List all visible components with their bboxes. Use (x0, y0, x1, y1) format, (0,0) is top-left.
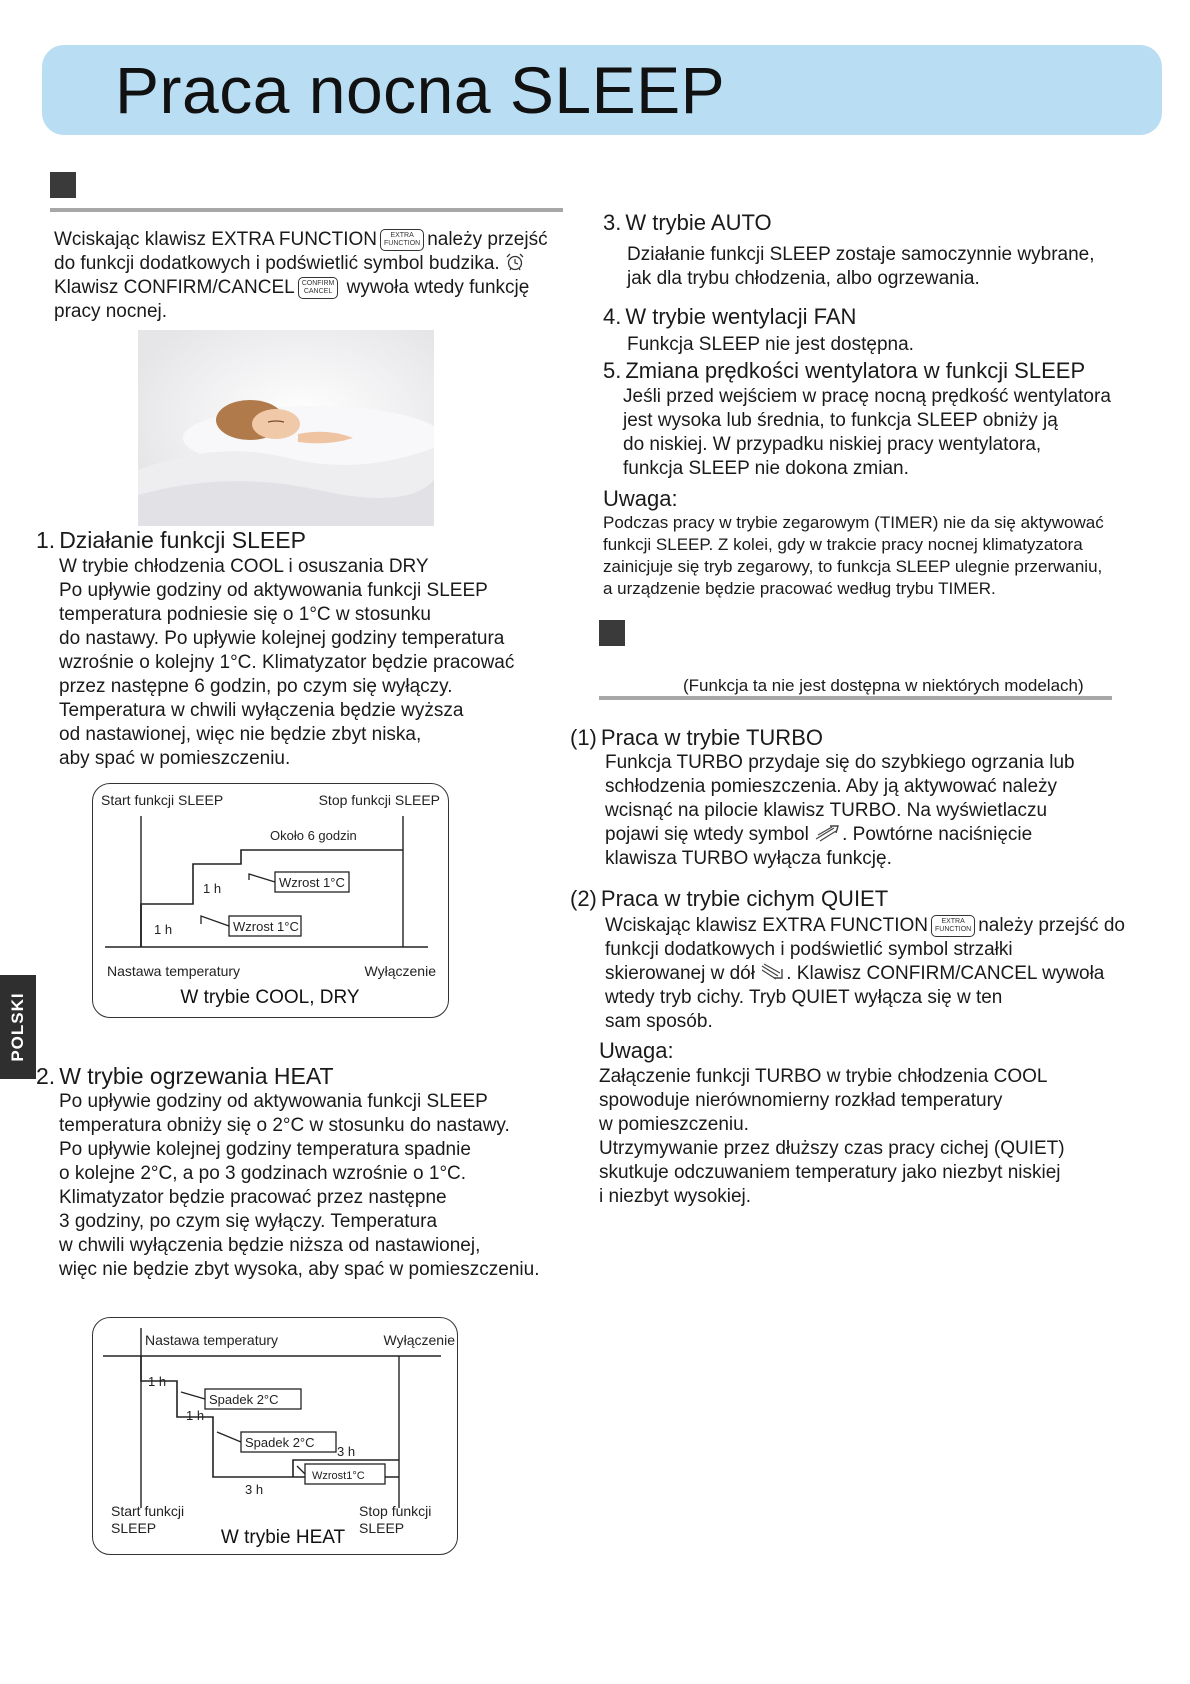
text-line: od nastawionej, więc nie będzie zbyt niska, (59, 724, 422, 745)
intro-text (54, 228, 548, 324)
step-1-time: 1 h (154, 922, 173, 937)
text-line: do niskiej. W przypadku niskiej pracy wentylatora, (623, 434, 1042, 455)
text-line: Po upływie godziny od aktywowania funkcji SLEEP (59, 1091, 488, 1112)
cool-dry-diagram (92, 783, 449, 1018)
confirm-cancel-key-icon: CONFIRM CANCEL (298, 277, 339, 299)
text-line: należy przejść do (978, 915, 1125, 936)
section-5-heading: 5. Zmiana prędkości wentylatora w funkcji SLEEP (603, 358, 1086, 383)
text-line: temperatura obniży się o 2°C w stosunku do nastawy. (59, 1115, 510, 1136)
time-2-label: 1 h (186, 1408, 205, 1423)
temperature-profile (141, 1356, 399, 1477)
intro-line: Wciskając klawisz EXTRA FUNCTION (54, 229, 378, 250)
availability-note: (Funkcja ta nie jest dostępna w niektórych modelach) (683, 676, 1084, 695)
note-2-heading: Uwaga: (599, 1038, 674, 1063)
text-line: Załączenie funkcji TURBO w trybie chłodzenia COOL (599, 1066, 1048, 1087)
text-line: funkcji dodatkowych i podświetlić symbol strzałki (605, 939, 1013, 960)
time-3-label: 3 h (245, 1482, 264, 1497)
language-label: POLSKI (8, 992, 27, 1062)
off-label: Wyłączenie (364, 963, 436, 979)
intro-line: Klawisz CONFIRM/CANCEL (54, 277, 295, 298)
text-line: więc nie będzie zbyt wysoka, aby spać w pomieszczeniu. (59, 1259, 540, 1280)
section-rule (599, 696, 1112, 700)
text-line: wtedy tryb cichy. Tryb QUIET wyłącza się w ten (605, 987, 1003, 1008)
text-line: 3 godziny, po czym się wyłączy. Temperatura (59, 1211, 438, 1232)
step-2-time: 1 h (203, 881, 222, 896)
turbo-body (605, 751, 1075, 871)
duration-label: Około 6 godzin (270, 828, 357, 843)
rise-1-label: Wzrost 1°C (233, 919, 299, 934)
alarm-clock-icon (505, 252, 525, 272)
text-line: a urządzenie będzie pracować według trybu TIMER. (603, 579, 996, 598)
text-line: . Powtórne naciśnięcie (842, 824, 1033, 845)
text-line: Jeśli przed wejściem w pracę nocną prędkość wentylatora (623, 386, 1111, 407)
section-3-heading: 3. W trybie AUTO (603, 210, 772, 235)
section-5-body (623, 385, 1111, 481)
text-line: i niezbyt wysokiej. (599, 1186, 752, 1207)
section-1-heading: 1. Działanie funkcji SLEEP (36, 527, 306, 553)
section-marker (599, 620, 625, 646)
text-line: skutkuje odczuwaniem temperatury jako niezbyt niskiej (599, 1162, 1061, 1183)
text-line: wzrośnie o kolejny 1°C. Klimatyzator będzie pracować (59, 652, 515, 673)
rise-label: Wzrost1°C (312, 1470, 365, 1482)
text-line: Klimatyzator będzie pracować przez następne (59, 1187, 447, 1208)
text-line: w pomieszczeniu. (599, 1114, 749, 1135)
text-line: jest wysoka lub średnia, to funkcja SLEEP obniży ją (623, 410, 1058, 431)
text-line: o kolejne 2°C, a po 3 godzinach wzrośnie o 1°C. (59, 1163, 467, 1184)
text-line: temperatura podniesie się o 1°C w stosunku (59, 604, 431, 625)
text-line: aby spać w pomieszczeniu. (59, 748, 291, 769)
start-label-1: Start funkcji (111, 1503, 185, 1519)
text-line: zainicjuje się tryb zegarowy, to funkcja SLEEP ulegnie przerwaniu, (603, 557, 1103, 576)
text-line: schłodzenia pomieszczenia. Aby ją aktywować należy (605, 776, 1058, 797)
start-label: Start funkcji SLEEP (101, 792, 224, 808)
text-line: pojawi się wtedy symbol (605, 824, 809, 845)
text-line: spowoduje nierównomierny rozkład temperatury (599, 1090, 1003, 1111)
time-1-label: 1 h (148, 1374, 167, 1389)
section-4-body (627, 333, 914, 357)
off-label: Wyłączenie (383, 1332, 455, 1348)
section-marker (50, 172, 76, 198)
intro-line: należy przejść (427, 229, 548, 250)
text-line: Po upływie kolejnej godziny temperatura spadnie (59, 1139, 471, 1160)
note-1-body (603, 512, 1104, 600)
text-line: Utrzymywanie przez dłuższy czas pracy cichej (QUIET) (599, 1138, 1065, 1159)
text-line: Temperatura w chwili wyłączenia będzie wyższa (59, 700, 464, 721)
text-line: wcisnąć na pilocie klawisz TURBO. Na wyświetlaczu (605, 800, 1048, 821)
note-1-heading: Uwaga: (603, 486, 678, 511)
heat-caption: W trybie HEAT (220, 1527, 346, 1548)
text-line: w chwili wyłączenia będzie niższa od nastawionej, (59, 1235, 481, 1256)
stop-label-2: SLEEP (359, 1520, 405, 1536)
setpoint-label: Nastawa temperatury (145, 1332, 279, 1348)
section-1-body (59, 555, 514, 771)
quiet-body (605, 914, 1125, 1034)
text-line: Funkcja TURBO przydaje się do szybkiego ogrzania lub (605, 752, 1075, 773)
text-line: przez następne 6 godzin, po czym się wyłączy. (59, 676, 453, 697)
extra-function-key-icon: EXTRA FUNCTION (380, 229, 424, 251)
drop-1-label: Spadek 2°C (209, 1392, 279, 1407)
note-2-body (599, 1065, 1065, 1209)
time-4-label: 3 h (337, 1444, 356, 1459)
quiet-heading: (2) Praca w trybie cichym QUIET (570, 886, 889, 911)
turbo-arrow-icon (814, 824, 842, 842)
stop-label-1: Stop funkcji (359, 1503, 432, 1519)
sleeping-woman-image (138, 330, 434, 526)
text-line: Funkcja SLEEP nie jest dostępna. (627, 334, 914, 355)
drop-2-label: Spadek 2°C (245, 1435, 315, 1450)
text-line: Wciskając klawisz EXTRA FUNCTION (605, 915, 929, 936)
text-line: skierowanej w dół (605, 963, 755, 984)
turbo-heading: (1) Praca w trybie TURBO (570, 725, 823, 750)
text-line: Działanie funkcji SLEEP zostaje samoczynnie wybrane, (627, 244, 1095, 265)
text-line: Podczas pracy w trybie zegarowym (TIMER) nie da się aktywować (603, 513, 1104, 532)
intro-line: pracy nocnej. (54, 301, 168, 322)
text-line: funkcja SLEEP nie dokona zmian. (623, 458, 909, 479)
text-line: sam sposób. (605, 1011, 713, 1032)
intro-line: do funkcji dodatkowych i podświetlić symbol budzika. (54, 253, 500, 274)
text-line: . Klawisz CONFIRM/CANCEL wywoła (786, 963, 1105, 984)
text-line: Po upływie godziny od aktywowania funkcji SLEEP (59, 580, 488, 601)
section-3-body (627, 243, 1095, 291)
text-line: W trybie chłodzenia COOL i osuszania DRY (59, 556, 429, 577)
extra-function-key-icon: EXTRA FUNCTION (931, 915, 975, 937)
stop-label: Stop funkcji SLEEP (318, 792, 440, 808)
section-rule (50, 208, 563, 212)
intro-line: wywoła wtedy funkcję (346, 277, 530, 298)
text-line: jak dla trybu chłodzenia, albo ogrzewania. (627, 268, 980, 289)
section-4-heading: 4. W trybie wentylacji FAN (603, 304, 857, 329)
text-line: funkcji SLEEP. Z kolei, gdy w trakcie pracy nocnej klimatyzatora (603, 535, 1083, 554)
rise-2-label: Wzrost 1°C (279, 875, 345, 890)
page-title: Praca nocna SLEEP (115, 53, 726, 127)
text-line: do nastawy. Po upływie kolejnej godziny temperatura (59, 628, 505, 649)
setpoint-label: Nastawa temperatury (107, 963, 241, 979)
start-label-2: SLEEP (111, 1520, 157, 1536)
section-2-body (59, 1090, 540, 1282)
section-2-heading: 2. W trybie ogrzewania HEAT (36, 1063, 334, 1089)
text-line: klawisza TURBO wyłącza funkcję. (605, 848, 892, 869)
cool-caption: W trybie COOL, DRY (180, 987, 360, 1008)
heat-diagram (92, 1317, 458, 1555)
quiet-arrow-icon (760, 963, 786, 981)
